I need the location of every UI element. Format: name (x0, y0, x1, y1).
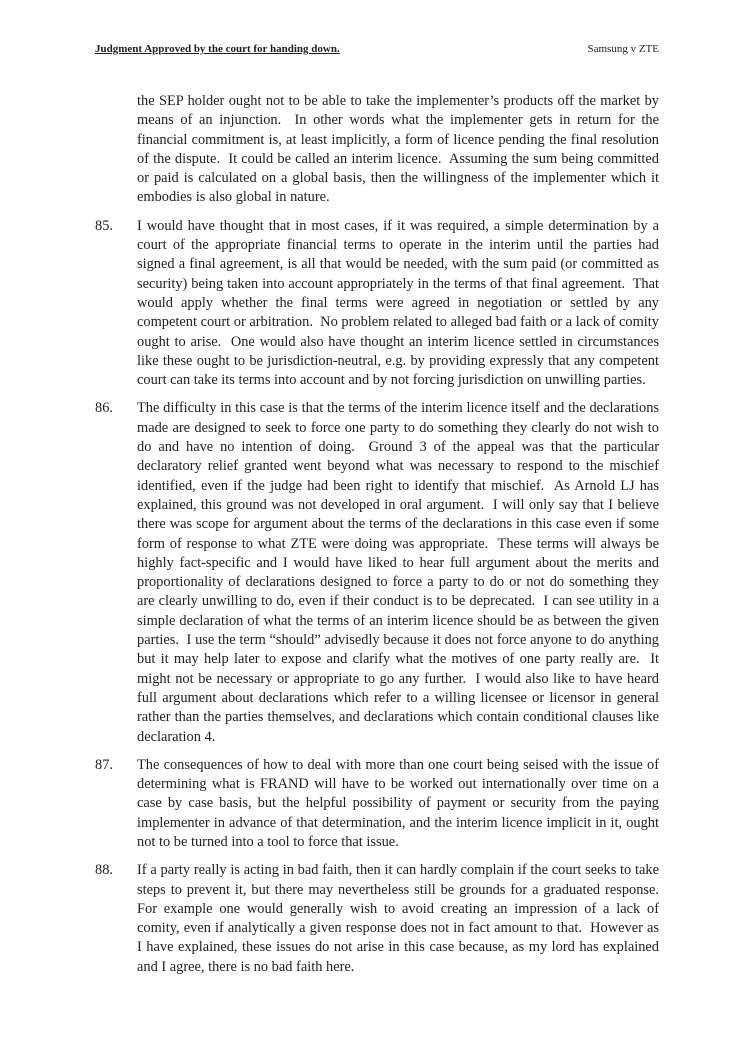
paragraph-85 (95, 217, 663, 391)
paragraph-number: 86. (95, 400, 113, 417)
paragraph-number (95, 92, 137, 208)
paragraph-text: If a party really is acting in bad faith, then it can hardly complain if the court seeks to take steps to prevent it, but there may nevertheless still be grounds for a graduated response. For example one would generally wish to avoid creating an impression of a lack of comity, even if analytically a given response does not in fact amount to that. However as I have explained, these issues do not arise in this case because, as my lord has explained and I agree, there is no bad faith here. (137, 862, 667, 975)
paragraph-87 (95, 756, 663, 852)
paragraph-number: 87. (95, 756, 113, 773)
header-case-name: Samsung v ZTE (587, 43, 659, 55)
page-header (95, 42, 659, 56)
paragraph-continuation (95, 92, 663, 208)
paragraph-text: the SEP holder ought not to be able to take the implementer’s products off the market by means of an injunction. In other words what the implementer gets in return for the financial commitment is, at least implicitly, a form of licence pending the final resolution of the dispute. It could be called an interim licence. Assuming the sum being committed or paid is calculated on a global basis, then the willingness of the implementer which it embodies is also global in nature. (137, 93, 663, 206)
paragraph-text: The difficulty in this case is that the terms of the interim licence itself and the declarations made are designed to seek to force one party to do something they clearly do not wish to do and have no intention of doing. Ground 3 of the appeal was that the particular declaratory relief granted went beyond what was necessary to respond to the mischief identified, even if the judge had been right to identify that mischief. As Arnold LJ has explained, this ground was not developed in oral argument. I will only say that I believe there was scope for argument about the terms of the declarations in this case even if some form of response to what ZTE were doing was appropriate. These terms will always be highly fact-specific and I would have liked to hear full argument about the merits and proportionality of declarations designed to force a party to do or not do something they are clearly unwilling to do, even if their conduct is to be deprecated. I can see utility in a simple declaration of what the terms of an interim licence should be as between the given parties. I use the term “should” advisedly because it does not force anyone to do anything but it may help later to expose and clarify what the motives of one party really are. It might not be necessary or appropriate to go any further. I would also like to have heard full argument about declarations which refer to a willing licensee or licensor in general rather than the parties themselves, and declarations which contain conditional clauses like declaration 4. (137, 400, 663, 745)
paragraph-86 (95, 399, 663, 746)
paragraph-number: 85. (95, 217, 113, 234)
paragraph-number: 88. (95, 862, 113, 879)
judgment-body (95, 92, 667, 977)
paragraph-88 (95, 861, 667, 977)
paragraph-text: I would have thought that in most cases, if it was required, a simple determination by a court of the appropriate financial terms to operate in the interim until the parties had signed a final agreement, is all that would be needed, with the sum paid (or committed as security) being taken into account appropriately in the terms of that final agreement. That would apply whether the final terms were agreed in negotiation or settled by any competent court or arbitration. No problem related to alleged bad faith or a lack of comity ought to arise. One would also have thought an interim licence settled in circumstances like these ought to be jurisdiction-neutral, e.g. by providing expressly that any competent court can take its terms into account and by not forcing jurisdiction on unwilling parties. (137, 217, 663, 389)
header-approval-notice: Judgment Approved by the court for handing down. (95, 43, 340, 55)
paragraph-text: The consequences of how to deal with more than one court being seised with the issue of determining what is FRAND will have to be worked out internationally over time on a case by case basis, but the helpful possibility of payment or security from the paying implementer in advance of that determination, and the interim licence implicit in it, ought not to be turned into a tool to force that issue. (137, 756, 663, 850)
